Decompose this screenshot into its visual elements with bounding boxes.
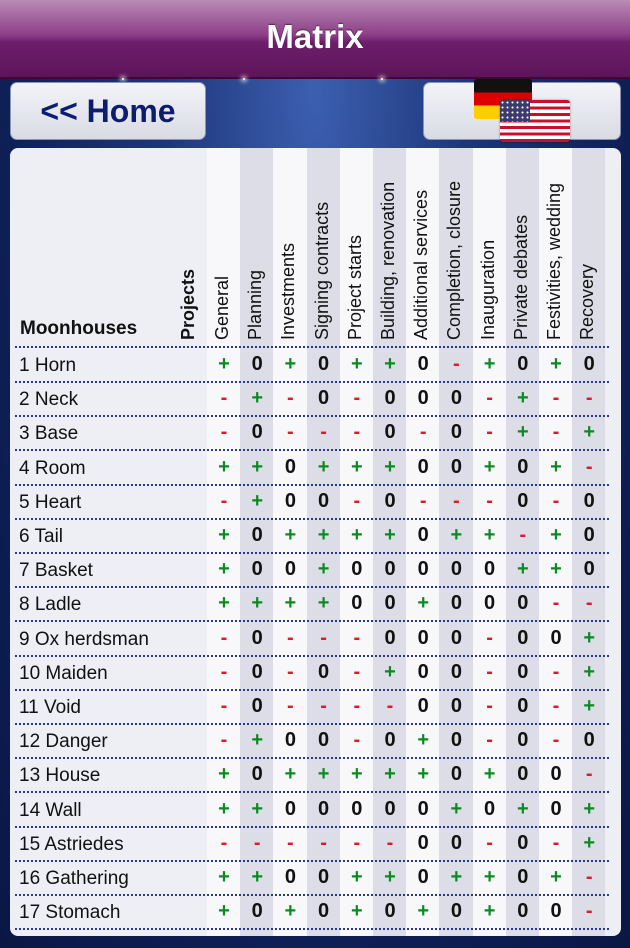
column-header: Planning <box>245 269 266 340</box>
negative-cell: - <box>585 866 593 888</box>
positive-cell: + <box>218 900 230 923</box>
negative-cell: - <box>453 489 460 512</box>
negative-cell: - <box>552 592 560 615</box>
neutral-cell: 0 <box>318 660 330 683</box>
negative-cell: - <box>486 831 493 854</box>
neutral-cell: 0 <box>450 387 462 410</box>
positive-cell: + <box>417 729 430 752</box>
neutral-cell: 0 <box>517 695 529 717</box>
column-header: Inauguration <box>477 239 498 340</box>
positive-cell: + <box>317 592 330 615</box>
row-label: 13 House <box>19 765 101 787</box>
neutral-cell: 0 <box>251 900 263 923</box>
neutral-cell: 0 <box>450 729 462 752</box>
neutral-cell: 0 <box>251 660 263 683</box>
positive-cell: + <box>417 763 430 786</box>
neutral-cell: 0 <box>251 421 263 444</box>
positive-cell: + <box>284 900 297 923</box>
neutral-cell: 0 <box>517 455 529 478</box>
neutral-cell: 0 <box>517 866 529 888</box>
negative-cell: - <box>552 387 560 410</box>
positive-cell: + <box>317 558 330 581</box>
column-header: Recovery <box>577 263 598 340</box>
positive-cell: + <box>251 866 264 888</box>
negative-cell: - <box>386 831 394 854</box>
negative-cell: - <box>353 695 361 717</box>
row-label: 2 Neck <box>19 389 79 411</box>
positive-cell: + <box>550 353 562 375</box>
sparkle-icon <box>381 78 383 80</box>
positive-cell: + <box>450 524 463 546</box>
negative-cell: - <box>320 421 327 444</box>
positive-cell: + <box>583 797 596 820</box>
title-bar <box>0 0 630 79</box>
positive-cell: + <box>350 866 363 888</box>
positive-cell: + <box>450 866 463 888</box>
row-label: 17 Stomach <box>19 902 121 924</box>
neutral-cell: 0 <box>517 489 529 512</box>
positive-cell: + <box>317 455 330 478</box>
positive-cell: + <box>251 387 264 410</box>
negative-cell: - <box>287 387 294 410</box>
column-header: Additional services <box>411 189 432 340</box>
positive-cell: + <box>583 421 596 444</box>
negative-cell: - <box>320 695 327 717</box>
column-header: Project starts <box>344 234 365 340</box>
positive-cell: + <box>317 524 330 546</box>
neutral-cell: 0 <box>384 797 396 820</box>
positive-cell: + <box>583 626 596 649</box>
positive-cell: + <box>350 353 363 375</box>
neutral-cell: 0 <box>384 729 396 752</box>
neutral-cell: 0 <box>517 729 529 752</box>
negative-cell: - <box>552 489 560 512</box>
table-row <box>10 554 621 588</box>
neutral-cell: 0 <box>417 455 429 478</box>
neutral-cell: 0 <box>284 489 296 512</box>
negative-cell: - <box>486 421 493 444</box>
column-header: Building, renovation <box>378 181 398 340</box>
neutral-cell: 0 <box>583 489 595 512</box>
positive-cell: + <box>384 763 396 786</box>
negative-cell: - <box>552 729 560 752</box>
positive-cell: + <box>516 421 529 444</box>
neutral-cell: 0 <box>417 558 429 581</box>
positive-cell: + <box>218 763 230 786</box>
negative-cell: - <box>353 489 361 512</box>
neutral-cell: 0 <box>318 729 330 752</box>
matrix-table <box>10 148 621 936</box>
negative-cell: - <box>353 387 361 410</box>
positive-cell: + <box>550 558 562 581</box>
neutral-cell: 0 <box>417 524 429 546</box>
sparkle-icon <box>243 78 245 80</box>
negative-cell: - <box>585 900 593 923</box>
negative-cell: - <box>486 626 493 649</box>
neutral-cell: 0 <box>450 421 462 444</box>
neutral-cell: 0 <box>384 900 396 923</box>
neutral-cell: 0 <box>583 353 595 375</box>
neutral-cell: 0 <box>450 695 462 717</box>
negative-cell: - <box>220 387 228 410</box>
negative-cell: - <box>552 660 560 683</box>
negative-cell: - <box>486 729 493 752</box>
positive-cell: + <box>483 353 496 375</box>
neutral-cell: 0 <box>384 387 396 410</box>
table-row <box>10 828 621 862</box>
us-flag-icon[interactable] <box>500 100 570 142</box>
neutral-cell: 0 <box>318 797 330 820</box>
negative-cell: - <box>419 489 427 512</box>
positive-cell: + <box>450 797 463 820</box>
neutral-cell: 0 <box>251 353 263 375</box>
neutral-cell: 0 <box>550 900 562 923</box>
neutral-cell: 0 <box>517 831 529 854</box>
table-row <box>10 417 621 451</box>
negative-cell: - <box>419 421 427 444</box>
neutral-cell: 0 <box>484 558 496 581</box>
row-label: 7 Basket <box>19 560 93 582</box>
neutral-cell: 0 <box>450 455 462 478</box>
positive-cell: + <box>218 455 230 478</box>
table-row <box>10 691 621 725</box>
neutral-cell: 0 <box>484 592 496 615</box>
positive-cell: + <box>218 866 230 888</box>
neutral-cell: 0 <box>284 797 296 820</box>
positive-cell: + <box>417 900 430 923</box>
neutral-cell: 0 <box>351 797 363 820</box>
positive-cell: + <box>384 455 396 478</box>
negative-cell: - <box>486 387 493 410</box>
page-title: Matrix <box>266 17 364 55</box>
negative-cell: - <box>287 660 294 683</box>
positive-cell: + <box>218 558 230 581</box>
row-label: 11 Void <box>19 697 81 718</box>
row-label: 10 Maiden <box>19 662 108 684</box>
positive-cell: + <box>284 592 297 615</box>
positive-cell: + <box>350 763 363 786</box>
negative-cell: - <box>486 660 493 683</box>
negative-cell: - <box>287 626 294 649</box>
neutral-cell: 0 <box>417 797 429 820</box>
column-header: Investments <box>278 242 299 340</box>
negative-cell: - <box>220 626 228 649</box>
neutral-cell: 0 <box>484 797 496 820</box>
table-row <box>10 486 621 520</box>
neutral-cell: 0 <box>517 353 529 375</box>
neutral-cell: 0 <box>318 489 330 512</box>
neutral-cell: 0 <box>284 866 296 888</box>
positive-cell: + <box>218 797 230 820</box>
negative-cell: - <box>220 695 228 717</box>
column-header: Signing contracts <box>311 201 332 340</box>
row-label: 6 Tail <box>19 526 64 547</box>
negative-cell: - <box>585 455 593 478</box>
table-row <box>10 657 621 691</box>
negative-cell: - <box>220 729 228 752</box>
positive-cell: + <box>550 866 562 888</box>
negative-cell: - <box>519 524 527 546</box>
positive-cell: + <box>483 866 496 888</box>
table-row <box>10 383 621 417</box>
positive-cell: + <box>284 353 297 375</box>
neutral-cell: 0 <box>450 626 462 649</box>
neutral-cell: 0 <box>384 421 396 444</box>
positive-cell: + <box>516 558 529 581</box>
row-label: 16 Gathering <box>19 868 129 889</box>
positive-cell: + <box>384 660 396 683</box>
neutral-cell: 0 <box>450 763 462 786</box>
neutral-cell: 0 <box>417 831 429 854</box>
neutral-cell: 0 <box>417 626 429 649</box>
header-divider <box>15 346 609 348</box>
neutral-cell: 0 <box>550 797 562 820</box>
table-row <box>10 520 621 554</box>
table-row <box>10 794 621 828</box>
neutral-cell: 0 <box>417 695 429 717</box>
sparkle-icon <box>122 78 124 80</box>
neutral-cell: 0 <box>517 900 529 923</box>
neutral-cell: 0 <box>284 558 296 581</box>
neutral-cell: 0 <box>284 455 296 478</box>
positive-cell: + <box>350 900 363 923</box>
row-label: 4 Room <box>19 457 86 479</box>
negative-cell: - <box>287 695 294 717</box>
negative-cell: - <box>287 421 294 444</box>
neutral-cell: 0 <box>583 524 595 546</box>
neutral-cell: 0 <box>583 729 595 752</box>
neutral-cell: 0 <box>384 592 396 615</box>
column-header: Private debates <box>510 214 531 340</box>
negative-cell: - <box>585 592 593 615</box>
row-label: 5 Heart <box>19 491 82 513</box>
neutral-cell: 0 <box>450 558 462 581</box>
positive-cell: + <box>483 524 496 546</box>
positive-cell: + <box>251 455 264 478</box>
neutral-cell: 0 <box>384 626 396 649</box>
row-divider <box>15 928 609 930</box>
row-label: 12 Danger <box>19 731 108 753</box>
neutral-cell: 0 <box>450 660 462 683</box>
positive-cell: + <box>483 455 496 478</box>
negative-cell: - <box>486 489 493 512</box>
neutral-cell: 0 <box>417 353 429 375</box>
row-label: 8 Ladle <box>19 594 82 616</box>
neutral-cell: 0 <box>351 592 363 615</box>
positive-cell: + <box>550 524 562 546</box>
neutral-cell: 0 <box>318 866 330 888</box>
positive-cell: + <box>218 524 230 546</box>
neutral-cell: 0 <box>318 387 330 410</box>
neutral-cell: 0 <box>251 558 263 581</box>
neutral-cell: 0 <box>251 763 263 786</box>
positive-cell: + <box>483 900 496 923</box>
column-header: Festivities, wedding <box>544 182 564 340</box>
negative-cell: - <box>353 660 361 683</box>
neutral-cell: 0 <box>417 387 429 410</box>
negative-cell: - <box>220 489 228 512</box>
positive-cell: + <box>384 524 396 546</box>
negative-cell: - <box>287 831 294 854</box>
neutral-cell: 0 <box>318 353 330 375</box>
neutral-cell: 0 <box>384 489 396 512</box>
table-row <box>10 452 621 486</box>
column-header: Completion, closure <box>444 180 465 340</box>
negative-cell: - <box>220 421 228 444</box>
neutral-cell: 0 <box>251 695 263 717</box>
neutral-cell: 0 <box>384 558 396 581</box>
negative-cell: - <box>253 831 261 854</box>
positive-cell: + <box>417 592 430 615</box>
negative-cell: - <box>386 695 394 717</box>
row-label: 14 Wall <box>19 799 82 821</box>
negative-cell: - <box>585 387 593 410</box>
negative-cell: - <box>320 626 327 649</box>
table-row <box>10 349 621 383</box>
positive-cell: + <box>384 353 396 375</box>
positive-cell: + <box>583 695 596 717</box>
neutral-cell: 0 <box>550 763 562 786</box>
negative-cell: - <box>353 421 361 444</box>
negative-cell: - <box>220 660 228 683</box>
neutral-cell: 0 <box>517 626 529 649</box>
neutral-cell: 0 <box>351 558 363 581</box>
positive-cell: + <box>218 592 230 615</box>
table-row <box>10 623 621 657</box>
neutral-cell: 0 <box>318 900 330 923</box>
negative-cell: - <box>320 831 327 854</box>
positive-cell: + <box>583 831 596 854</box>
positive-cell: + <box>384 866 396 888</box>
neutral-cell: 0 <box>517 592 529 615</box>
neutral-cell: 0 <box>583 558 595 581</box>
neutral-cell: 0 <box>417 660 429 683</box>
neutral-cell: 0 <box>450 831 462 854</box>
positive-cell: + <box>317 763 330 786</box>
positive-cell: + <box>516 797 529 820</box>
table-row <box>10 862 621 896</box>
neutral-cell: 0 <box>450 592 462 615</box>
negative-cell: - <box>486 695 493 717</box>
home-button[interactable] <box>10 82 206 140</box>
neutral-cell: 0 <box>251 626 263 649</box>
neutral-cell: 0 <box>417 866 429 888</box>
positive-cell: + <box>350 455 363 478</box>
row-label: 1 Horn <box>19 355 77 376</box>
neutral-cell: 0 <box>251 524 263 546</box>
positive-cell: + <box>218 353 230 375</box>
positive-cell: + <box>550 455 562 478</box>
positive-cell: + <box>251 797 264 820</box>
negative-cell: - <box>453 353 460 375</box>
projects-header-label: Projects <box>178 268 198 340</box>
column-header: General <box>212 275 232 340</box>
negative-cell: - <box>585 763 593 786</box>
positive-cell: + <box>251 592 264 615</box>
positive-cell: + <box>284 524 297 546</box>
row-label: 9 Ox herdsman <box>19 628 149 650</box>
neutral-cell: 0 <box>517 763 529 786</box>
neutral-cell: 0 <box>517 660 529 683</box>
table-row <box>10 896 621 930</box>
negative-cell: - <box>552 831 560 854</box>
positive-cell: + <box>251 489 264 512</box>
neutral-cell: 0 <box>284 729 296 752</box>
positive-cell: + <box>583 660 596 683</box>
negative-cell: - <box>552 421 560 444</box>
positive-cell: + <box>483 763 496 786</box>
negative-cell: - <box>353 831 361 854</box>
row-label: 15 Astriedes <box>19 833 124 855</box>
home-button-label: << Home <box>40 92 176 129</box>
negative-cell: - <box>353 626 361 649</box>
positive-cell: + <box>284 763 297 786</box>
table-row <box>10 759 621 793</box>
negative-cell: - <box>220 831 228 854</box>
table-row <box>10 725 621 759</box>
table-row <box>10 588 621 622</box>
row-label: 3 Base <box>19 423 79 445</box>
positive-cell: + <box>350 524 363 546</box>
language-toggle-button[interactable] <box>423 82 621 140</box>
row-header-label: Moonhouses <box>20 318 138 339</box>
negative-cell: - <box>353 729 361 752</box>
neutral-cell: 0 <box>450 900 462 923</box>
negative-cell: - <box>552 695 560 717</box>
neutral-cell: 0 <box>550 626 562 649</box>
positive-cell: + <box>516 387 529 410</box>
positive-cell: + <box>251 729 264 752</box>
